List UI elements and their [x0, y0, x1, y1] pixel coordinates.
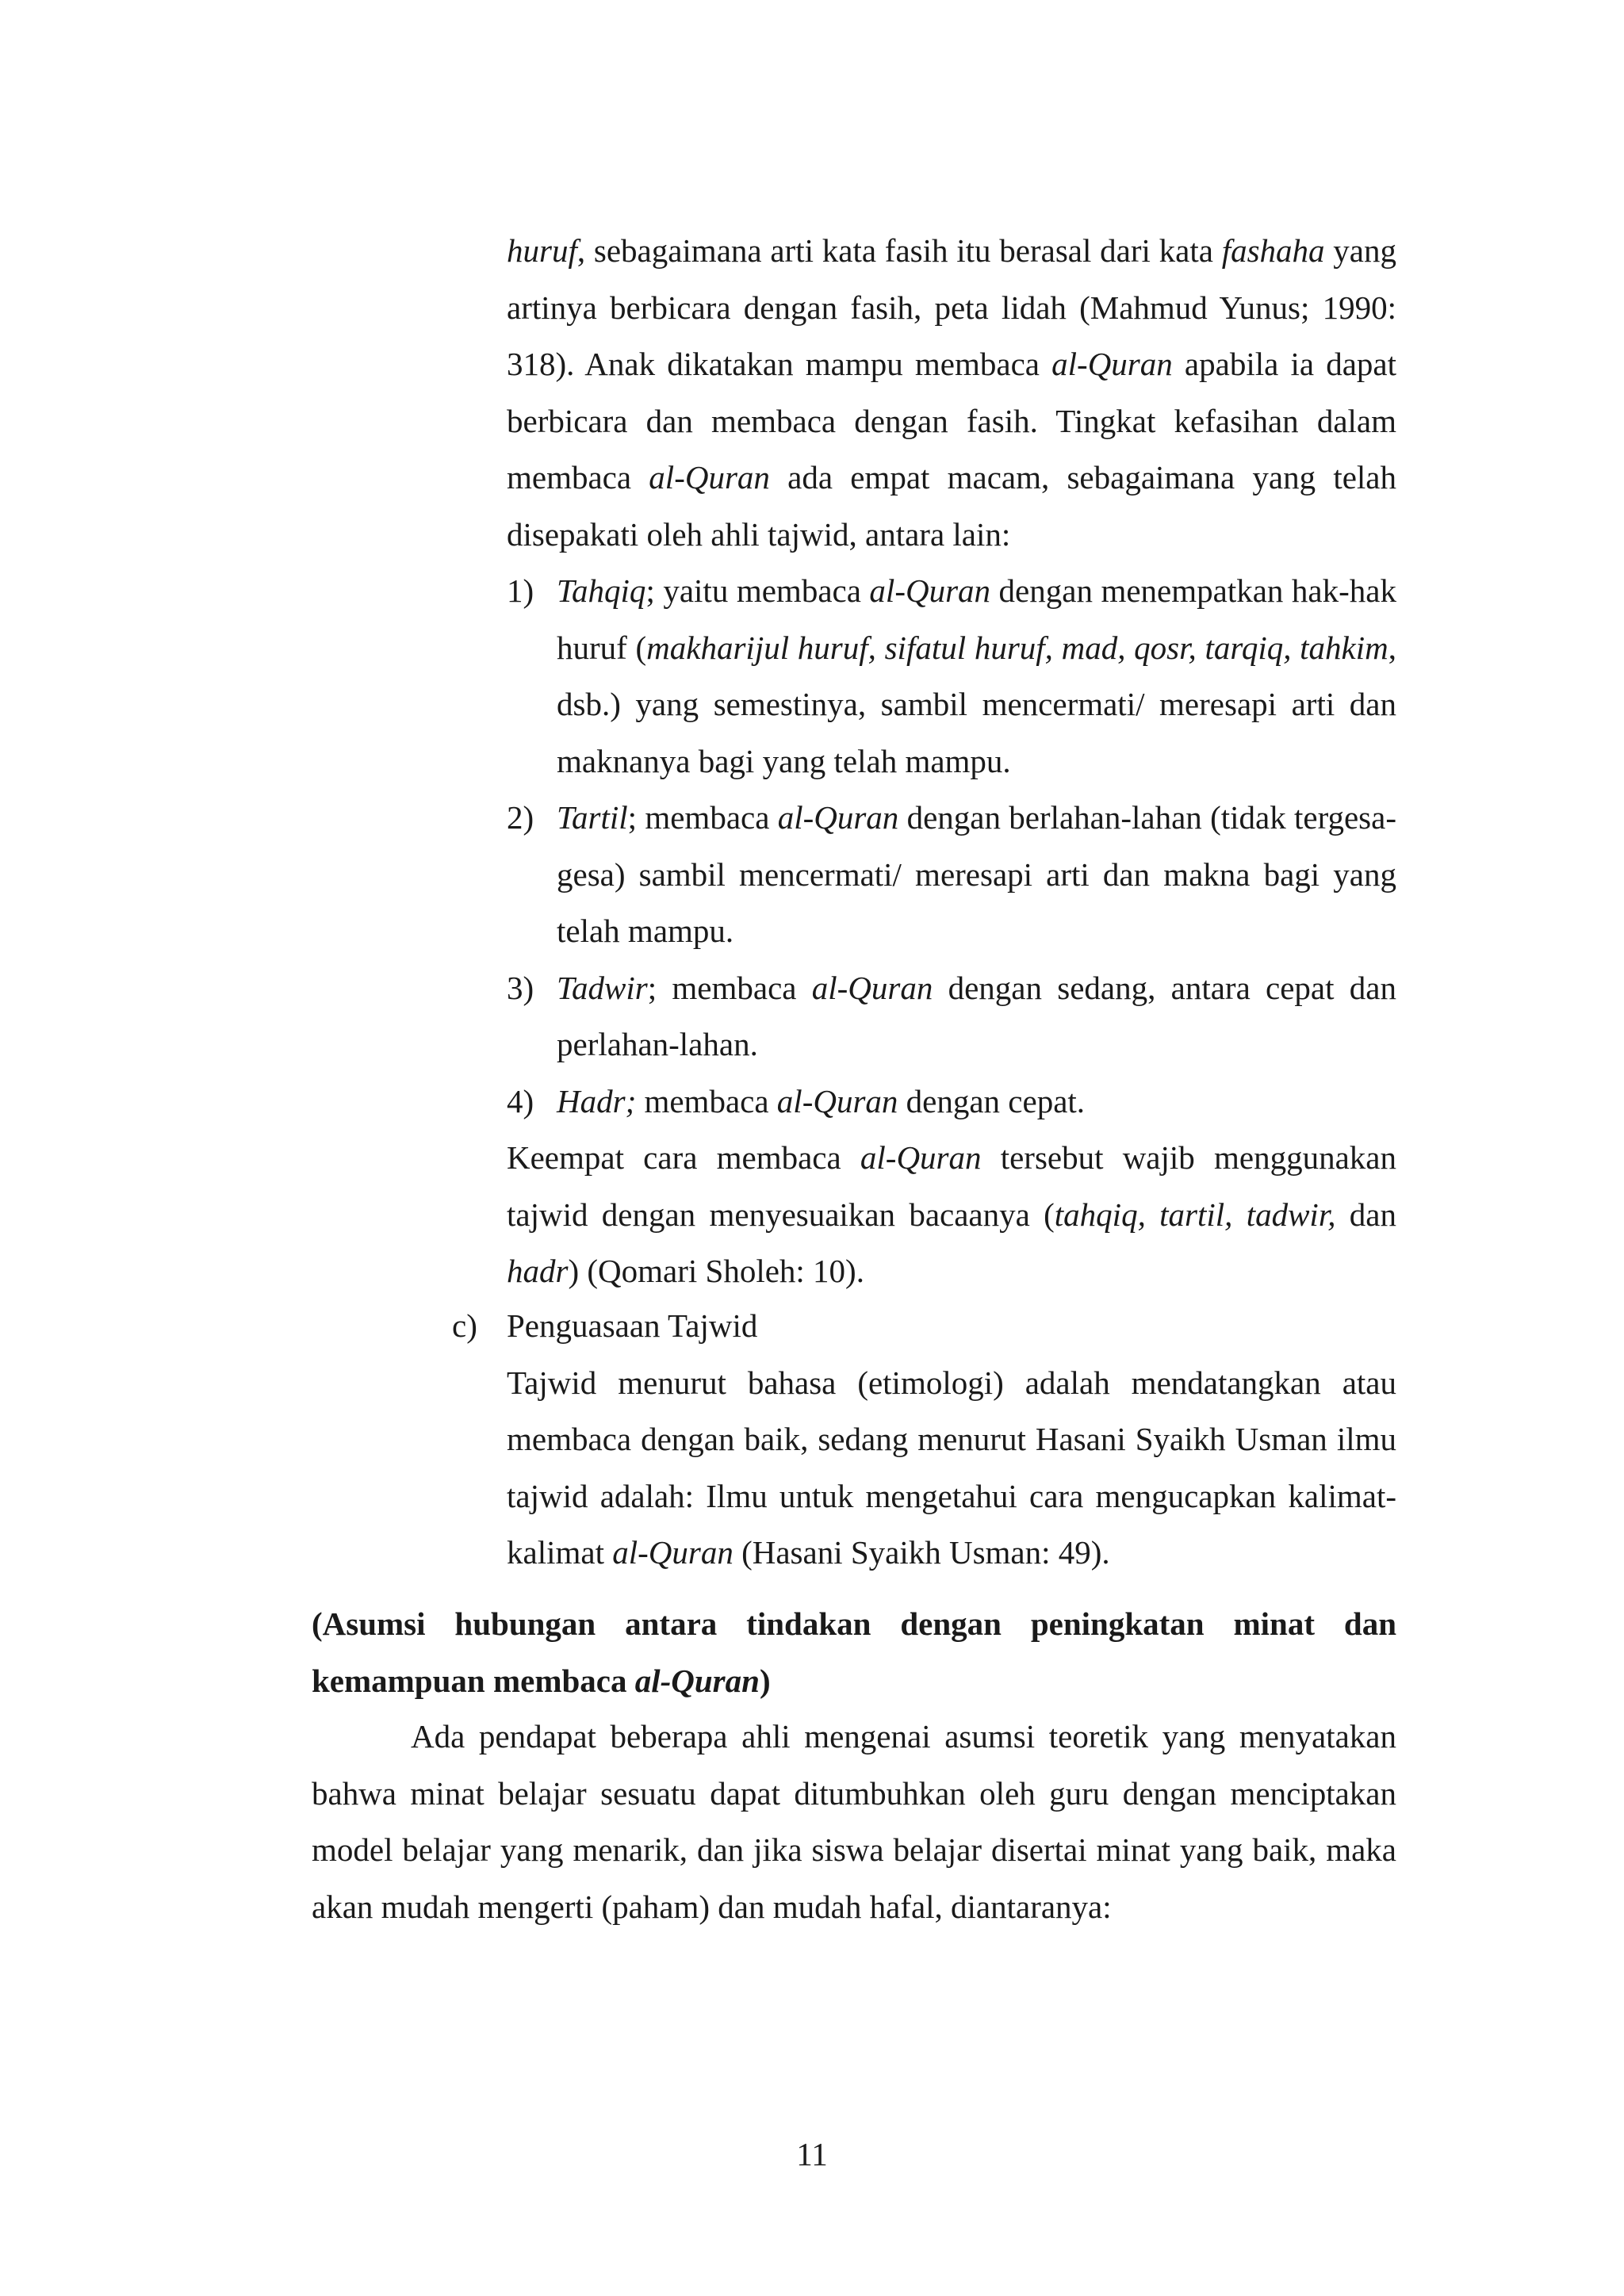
list-item-text: [557, 960, 1396, 1073]
list-item: [507, 960, 1396, 1073]
term-al-quran: al-Quran: [860, 1139, 982, 1176]
list-item-text: [557, 563, 1396, 790]
paragraph-fasih: [507, 223, 1396, 1300]
heading-line: (Asumsi hubungan antara tindakan dengan peningkatan minat dan: [312, 1605, 1396, 1642]
heading-line: [312, 1663, 771, 1699]
list-item: [507, 563, 1396, 790]
term: tahqiq, tartil, tadwir,: [1054, 1196, 1336, 1233]
term: Tahqiq: [557, 572, 646, 609]
text-span: dengan berlahan-lahan (tidak tergesa-gesa) sambil mencermati/ meresapi arti dan makna bagi yang telah mampu.: [557, 799, 1396, 949]
text-span: dengan menempatkan hak-hak huruf (: [557, 572, 1396, 666]
text-span: Keempat cara membaca: [507, 1139, 860, 1176]
text-span: , sebagaimana arti kata fasih itu berasal dari kata: [576, 232, 1222, 269]
text-span: Tajwid menurut bahasa (etimologi) adalah mendatangkan atau membaca dengan baik, sedang menurut Hasani Syaikh Usman ilmu tajwid adalah: Ilmu untuk mengetahui cara mengucapkan kalimat-kalimat: [507, 1364, 1396, 1571]
text-span: kemampuan membaca: [312, 1662, 635, 1699]
text-span: dengan cepat.: [898, 1082, 1086, 1119]
text-span: ; membaca: [627, 799, 778, 836]
term-al-quran: al-Quran: [869, 572, 991, 609]
text-span: ) (Qomari Sholeh: 10).: [568, 1253, 864, 1289]
section-label: c): [452, 1307, 477, 1344]
text-span: membaca: [636, 1082, 777, 1119]
term-huruf: huruf: [507, 232, 577, 269]
list-number: 3): [507, 969, 534, 1006]
text-span: dan: [1335, 1196, 1397, 1233]
list-number: 4): [507, 1082, 534, 1119]
section-heading: [312, 1596, 1396, 1709]
term-hadr: hadr: [507, 1253, 569, 1289]
list-item-text: [557, 790, 1396, 960]
page-number: 11: [796, 2136, 828, 2172]
paragraph-keempat: [507, 1130, 1396, 1300]
term: Tadwir: [557, 969, 648, 1006]
list-item: [507, 1073, 1396, 1131]
text-span: ; yaitu membaca: [645, 572, 870, 609]
text-span: ): [759, 1662, 771, 1699]
section-title: Penguasaan Tajwid: [507, 1307, 758, 1344]
term-al-quran: al-Quran: [634, 1662, 760, 1699]
term-al-quran: al-Quran: [811, 969, 933, 1006]
term-al-quran: al-Quran: [612, 1534, 733, 1571]
list-item-text: [557, 1073, 1396, 1131]
text-span: ; membaca: [647, 969, 812, 1006]
paragraph-asumsi: [312, 1709, 1396, 1935]
text-span: yang artinya berbicara dengan fasih, peta lidah (Mahmud Yunus; 1990: 318). Anak dikatakan mampu membaca: [507, 232, 1397, 382]
paragraph-text: [507, 223, 1396, 563]
text-span: tersebut wajib menggunakan tajwid dengan menyesuaikan bacaanya (: [507, 1139, 1396, 1233]
list-number: 1): [507, 572, 534, 609]
term-al-quran: al-Quran: [777, 799, 899, 836]
text-span: apabila ia dapat berbicara dan membaca dengan fasih. Tingkat kefasihan dalam membaca: [507, 346, 1396, 496]
term-fashaha: fashaha: [1221, 232, 1325, 269]
term-al-quran: al-Quran: [649, 459, 770, 496]
term: makharijul huruf, sifatul huruf, mad, qosr, tarqiq, tahkim: [646, 629, 1388, 666]
section-c-paragraph: [507, 1355, 1396, 1582]
term-al-quran: al-Quran: [1051, 346, 1173, 382]
text-span: dengan sedang, antara cepat dan perlahan-lahan.: [557, 969, 1396, 1062]
term-al-quran: al-Quran: [776, 1082, 898, 1119]
term: Hadr;: [557, 1082, 637, 1119]
section-c: [452, 1298, 1396, 1582]
text-span: ada empat macam, sebagaimana yang telah disepakati oleh ahli tajwid, antara lain:: [507, 459, 1396, 553]
paragraph-text: Ada pendapat beberapa ahli mengenai asumsi teoretik yang menyatakan bahwa minat belajar sesuatu dapat ditumbuhkan oleh guru dengan menciptakan model belajar yang menarik, dan jika siswa belajar disertai minat yang baik, maka akan mudah mengerti (paham) dan mudah hafal, diantaranya:: [312, 1718, 1396, 1925]
list-number: 2): [507, 799, 534, 836]
list-item: [507, 790, 1396, 960]
term: Tartil: [557, 799, 628, 836]
text-span: (Hasani Syaikh Usman: 49).: [733, 1534, 1110, 1571]
text-span: , dsb.) yang semestinya, sambil mencermati/ meresapi arti dan maknanya bagi yang telah mampu.: [557, 629, 1396, 779]
